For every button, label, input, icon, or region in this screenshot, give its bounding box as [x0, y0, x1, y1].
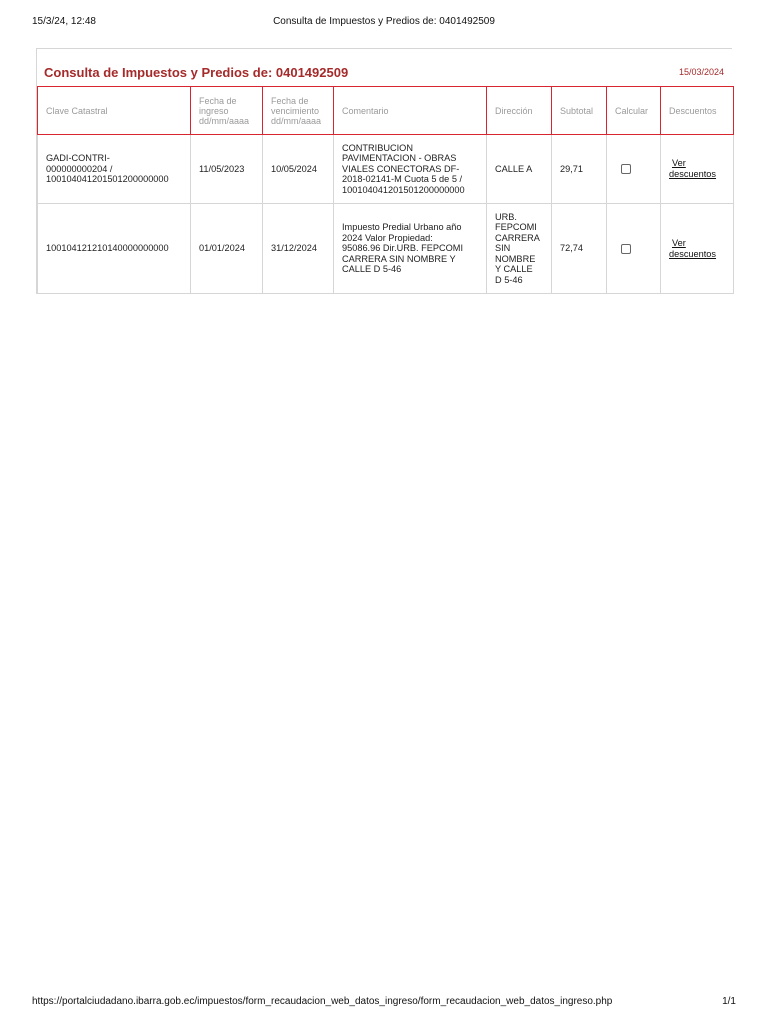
header-text: dd/mm/aaaa: [271, 115, 322, 126]
cell-fecha-vencimiento: 10/05/2024: [263, 135, 334, 204]
calcular-checkbox[interactable]: [621, 164, 631, 174]
header-text: ingreso: [199, 105, 229, 116]
panel-header: [37, 49, 732, 86]
cell-text: GADI-CONTRI-: [46, 153, 110, 164]
cell-text: D 5-46: [495, 274, 523, 285]
cell-fecha-ingreso: 01/01/2024: [191, 204, 263, 294]
header-calcular: Calcular: [607, 87, 661, 135]
cell-descuentos: [661, 204, 734, 294]
cell-text: CARRERA: [495, 232, 540, 243]
cell-calcular: [607, 204, 661, 294]
cell-text: 100104041201501200000000: [46, 174, 169, 185]
cell-text: 2024 Valor Propiedad:: [342, 232, 433, 243]
ver-descuentos-link[interactable]: [669, 158, 716, 180]
header-descuentos: Descuentos: [661, 87, 734, 135]
cell-fecha-ingreso: 11/05/2023: [191, 135, 263, 204]
print-page-number: 1/1: [722, 996, 736, 1007]
print-datetime: 15/3/24, 12:48: [32, 16, 96, 27]
header-fecha-vencimiento: [263, 87, 334, 135]
panel-title: Consulta de Impuestos y Predios de: 0401492509: [44, 65, 349, 80]
ver-descuentos-link[interactable]: [669, 238, 716, 260]
cell-direccion: [487, 204, 552, 294]
cell-text: SIN: [495, 243, 511, 254]
header-text: Fecha de: [271, 95, 309, 106]
cell-descuentos: [661, 135, 734, 204]
cell-text: Impuesto Predial Urbano año: [342, 222, 462, 233]
cell-clave-catastral: [38, 135, 191, 204]
cell-comentario: [334, 135, 487, 204]
cell-text: CONTRIBUCION: [342, 142, 413, 153]
link-text: Ver: [672, 237, 686, 248]
cell-text: NOMBRE: [495, 253, 536, 264]
cell-text: 95086.96 Dir.URB. FEPCOMI: [342, 243, 464, 254]
cell-text: 100104121210140000000000: [46, 243, 169, 254]
cell-text: PAVIMENTACION - OBRAS: [342, 153, 457, 164]
cell-text: FEPCOMI: [495, 222, 537, 233]
link-text: descuentos: [669, 248, 716, 259]
link-text: descuentos: [669, 169, 716, 179]
cell-clave-catastral: [38, 204, 191, 294]
cell-text: 2018-02141-M Cuota 5 de 5 /: [342, 174, 463, 185]
cell-text: CALLE D 5-46: [342, 264, 402, 275]
cell-subtotal: 72,74: [552, 204, 607, 294]
header-subtotal: Subtotal: [552, 87, 607, 135]
cell-calcular: [607, 135, 661, 204]
print-footer: [32, 996, 736, 1010]
header-clave-catastral: Clave Catastral: [38, 87, 191, 135]
header-fecha-ingreso: [191, 87, 263, 135]
header-direccion: Dirección: [487, 87, 552, 135]
cell-text: CALLE A: [495, 163, 533, 174]
cell-fecha-vencimiento: 31/12/2024: [263, 204, 334, 294]
link-text: Ver: [672, 158, 686, 168]
print-page-title: Consulta de Impuestos y Predios de: 0401492509: [273, 16, 495, 27]
tax-query-panel: [36, 48, 732, 294]
cell-subtotal: 29,71: [552, 135, 607, 204]
panel-date: 15/03/2024: [678, 67, 724, 77]
cell-comentario: [334, 204, 487, 294]
table-row: [38, 204, 734, 294]
cell-text: CARRERA SIN NOMBRE Y: [342, 253, 456, 264]
header-text: vencimiento: [271, 105, 320, 116]
table-row: [38, 135, 734, 204]
cell-text: VIALES CONECTORAS DF-: [342, 163, 460, 174]
print-url: https://portalciudadano.ibarra.gob.ec/impuestos/form_recaudacion_web_datos_ingreso/form_recaudacion_web_datos_ingreso.php: [32, 996, 613, 1007]
calcular-checkbox[interactable]: [621, 244, 631, 254]
cell-text: 100104041201501200000000: [342, 184, 465, 195]
header-text: Fecha de: [199, 95, 237, 106]
cell-text: URB.: [495, 211, 517, 222]
cell-text: Y CALLE: [495, 264, 533, 275]
table-header-row: [38, 87, 734, 135]
cell-direccion: [487, 135, 552, 204]
taxes-table: [37, 86, 734, 294]
print-header: [32, 16, 736, 30]
header-comentario: Comentario: [334, 87, 487, 135]
header-text: dd/mm/aaaa: [199, 115, 250, 126]
cell-text: 000000000204 /: [46, 163, 113, 174]
